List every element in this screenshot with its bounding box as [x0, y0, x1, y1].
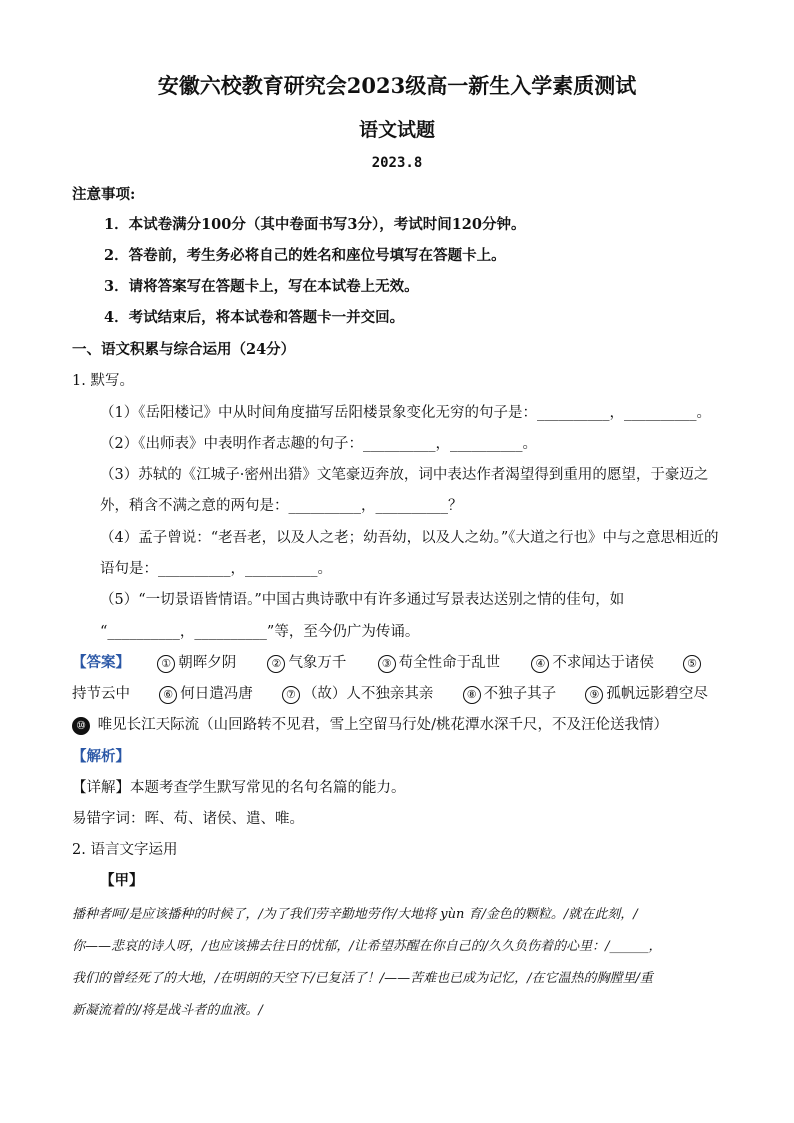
answer-item — [683, 655, 704, 671]
question-2-part-label: 【甲】 — [100, 872, 144, 889]
answer-item: ② 气象万千 — [267, 655, 346, 671]
answer-line-2 — [72, 682, 708, 704]
notice-item: 2．答卷前，考生务必将自己的姓名和座位号填写在答题卡上。 — [104, 247, 506, 264]
analysis-detail: 【详解】本题考查学生默写常见的名句名篇的能力。 — [72, 780, 406, 796]
answer-item: ⑧ 不独子其子 — [463, 686, 557, 702]
notice-item: 3．请将答案写在答题卡上，写在本试卷上无效。 — [104, 278, 419, 295]
answer-number: ② — [267, 655, 285, 673]
exam-subtitle: 语文试题 — [358, 119, 435, 141]
answer-number: ⑥ — [159, 686, 177, 704]
answer-item: 唯见长江天际流（山回路转不见君，雪上空留马行处/桃花潭水深千尺，不及汪伦送我情） — [97, 717, 668, 733]
question-2-stem: 2. 语言文字运用 — [72, 842, 178, 858]
question-1-sub4-line1: （4）孟子曾说：“老吾老，以及人之老；幼吾幼，以及人之幼。”《大道之行也》中与之意思相近的 — [100, 530, 719, 546]
question-1-sub1: （1）《岳阳楼记》中从时间角度描写岳阳楼景象变化无穷的句子是：__________，__________。 — [100, 405, 711, 421]
poem-line: 你——悲哀的诗人呀，/也应该拂去往日的忧郁，/让希望苏醒在你自己的/久久负伤着的心里：/______， — [72, 939, 662, 954]
notice-heading: 注意事项: — [72, 186, 136, 203]
analysis-errors: 易错字词：晖、苟、诸侯、遣、唯。 — [72, 811, 304, 827]
answer-number: ⑤ — [683, 655, 701, 673]
answer-label: 【答案】 — [72, 654, 130, 671]
answer-line-3 — [72, 713, 668, 735]
question-1-sub4-line2: 语句是：__________，__________。 — [100, 561, 332, 577]
answer-item: ⑦ （故）人不独亲其亲 — [282, 686, 434, 702]
answer-item: ⑥ 何日遣冯唐 — [159, 686, 253, 702]
answer-number: ① — [157, 655, 175, 673]
answer-number: ④ — [531, 655, 549, 673]
answer-number: ⑧ — [463, 686, 481, 704]
question-1-sub2: （2）《出师表》中表明作者志趣的句子：__________，__________。 — [100, 436, 537, 452]
question-1-sub3-line1: （3）苏轼的《江城子·密州出猎》文笔豪迈奔放，词中表达作者渴望得到重用的愿望，于豪迈之 — [100, 467, 709, 483]
poem-line: 新凝流着的/将是战斗者的血液。/ — [72, 1003, 263, 1018]
poem-line: 我们的曾经死了的大地，/在明朗的天空下/已复活了！/——苦难也已成为记忆，/在它温热的胸膛里/重 — [72, 971, 653, 986]
answer-item: ① 朝晖夕阴 — [157, 655, 236, 671]
question-1-sub3-line2: 外，稍含不满之意的两句是：__________，__________？ — [100, 498, 463, 514]
answer-item: 持节云中 — [72, 686, 130, 702]
analysis-label: 【解析】 — [72, 748, 130, 765]
answer-number: ⑦ — [282, 686, 300, 704]
answer-item: ④ 不求闻达于诸侯 — [531, 655, 654, 671]
notice-item: 4．考试结束后，将本试卷和答题卡一并交回。 — [104, 309, 405, 326]
poem-line: 播种者呵/是应该播种的时候了，/为了我们劳辛勤地劳作/大地将 yùn 育/金色的颗粒。/就在此刻，/ — [72, 907, 638, 922]
answer-number: ③ — [378, 655, 396, 673]
answer-number: ⑨ — [585, 686, 603, 704]
answer-line-1 — [72, 651, 704, 673]
question-1-stem: 1. 默写。 — [72, 373, 134, 389]
notice-item: 1．本试卷满分100分（其中卷面书写3分），考试时间120分钟。 — [104, 216, 526, 233]
answer-number: ⑩ — [72, 717, 90, 735]
question-1-sub5-line1: （5）“一切景语皆情语。”中国古典诗歌中有许多通过写景表达送别之情的佳句，如 — [100, 592, 625, 608]
question-1-sub5-line2: “__________，__________”等，至今仍广为传诵。 — [100, 624, 420, 640]
answer-item: ③ 苟全性命于乱世 — [378, 655, 501, 671]
exam-date: 2023.8 — [371, 155, 423, 171]
answer-item: ⑨ 孤帆远影碧空尽 — [585, 686, 708, 702]
exam-title: 安徽六校教育研究会2023级高一新生入学素质测试 — [157, 73, 637, 98]
section-heading: 一、语文积累与综合运用（24分） — [72, 341, 296, 358]
